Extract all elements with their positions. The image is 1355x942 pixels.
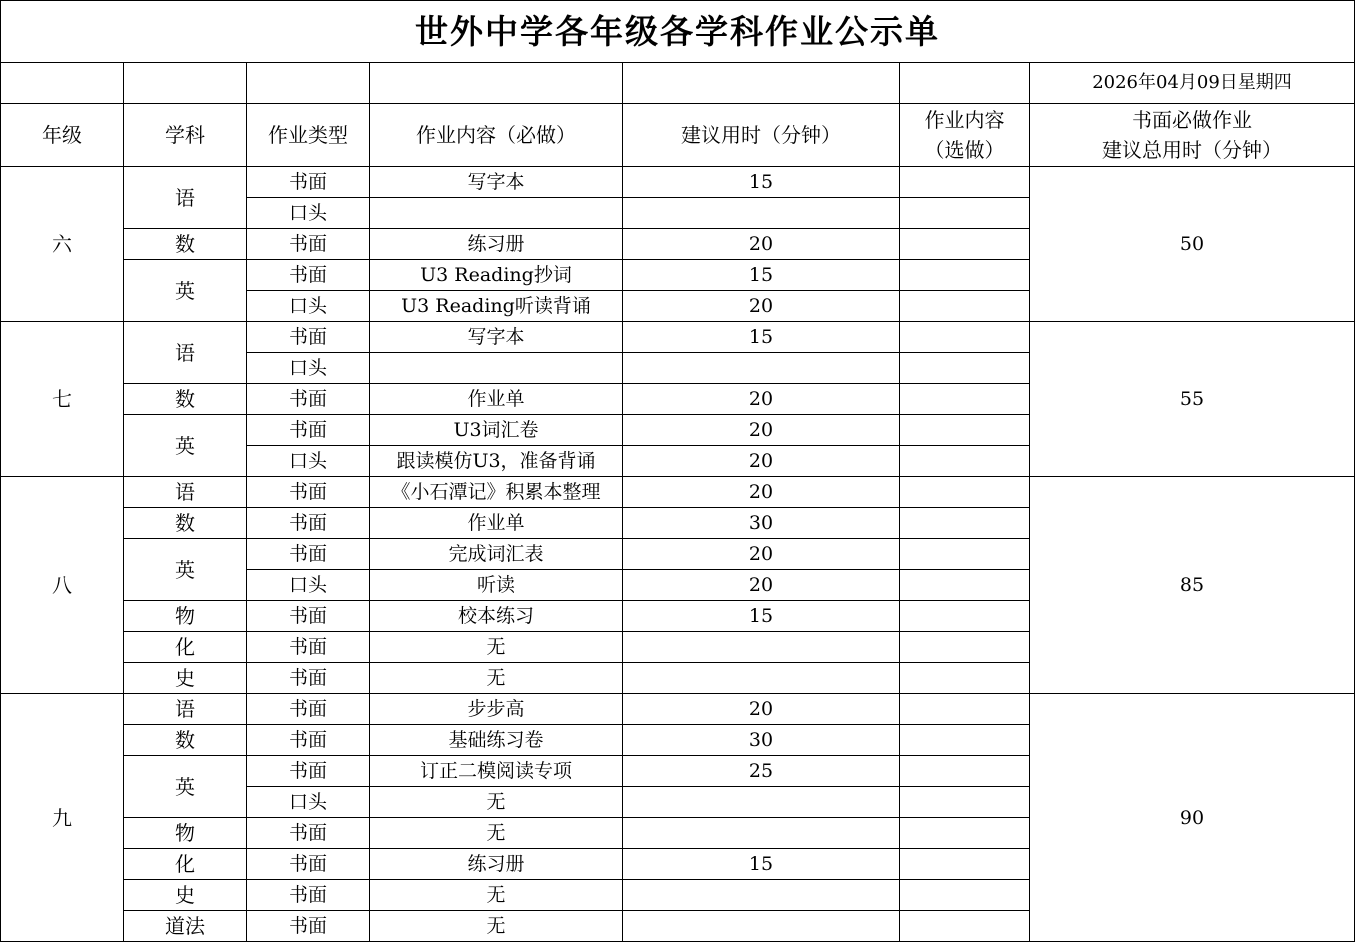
content-cell[interactable]: 练习册 xyxy=(370,229,623,260)
total-time-cell[interactable]: 90 xyxy=(1030,694,1355,942)
content-cell[interactable]: 写字本 xyxy=(370,322,623,353)
optional-cell[interactable] xyxy=(900,539,1030,570)
table-row xyxy=(1,694,1355,725)
type-cell[interactable]: 书面 xyxy=(247,880,370,911)
subject-cell[interactable]: 数 xyxy=(124,384,247,415)
subject-cell[interactable]: 英 xyxy=(124,415,247,477)
subject-cell[interactable]: 语 xyxy=(124,322,247,384)
header-grade: 年级 xyxy=(1,104,124,167)
time-cell[interactable] xyxy=(623,632,900,663)
optional-cell[interactable] xyxy=(900,632,1030,663)
grade-cell[interactable]: 七 xyxy=(1,322,124,477)
type-cell[interactable]: 口头 xyxy=(247,198,370,229)
time-cell[interactable]: 20 xyxy=(623,570,900,601)
type-cell[interactable]: 书面 xyxy=(247,415,370,446)
optional-cell[interactable] xyxy=(900,415,1030,446)
subject-cell[interactable]: 语 xyxy=(124,167,247,229)
content-cell[interactable]: U3 Reading听读背诵 xyxy=(370,291,623,322)
sheet-title: 世外中学各年级各学科作业公示单 xyxy=(1,1,1355,63)
time-cell[interactable] xyxy=(623,911,900,942)
optional-cell[interactable] xyxy=(900,601,1030,632)
content-cell[interactable]: 听读 xyxy=(370,570,623,601)
optional-cell[interactable] xyxy=(900,291,1030,322)
type-cell[interactable]: 书面 xyxy=(247,632,370,663)
optional-cell[interactable] xyxy=(900,818,1030,849)
content-cell[interactable]: 跟读模仿U3，准备背诵 xyxy=(370,446,623,477)
time-cell[interactable]: 15 xyxy=(623,601,900,632)
optional-cell[interactable] xyxy=(900,849,1030,880)
optional-cell[interactable] xyxy=(900,911,1030,942)
subject-cell[interactable]: 道法 xyxy=(124,911,247,942)
optional-cell[interactable] xyxy=(900,880,1030,911)
subject-cell[interactable]: 史 xyxy=(124,663,247,694)
header-optional-line1: 作业内容 xyxy=(924,108,1005,132)
blank-cell[interactable] xyxy=(1,63,124,104)
subject-cell[interactable]: 史 xyxy=(124,880,247,911)
optional-cell[interactable] xyxy=(900,570,1030,601)
type-cell[interactable]: 书面 xyxy=(247,725,370,756)
time-cell[interactable]: 15 xyxy=(623,260,900,291)
type-cell[interactable]: 书面 xyxy=(247,539,370,570)
subject-cell[interactable]: 语 xyxy=(124,477,247,508)
time-cell[interactable]: 15 xyxy=(623,167,900,198)
content-cell[interactable]: 《小石潭记》积累本整理 xyxy=(370,477,623,508)
time-cell[interactable]: 30 xyxy=(623,508,900,539)
optional-cell[interactable] xyxy=(900,694,1030,725)
type-cell[interactable]: 书面 xyxy=(247,167,370,198)
subject-cell[interactable]: 英 xyxy=(124,756,247,818)
subject-cell[interactable]: 英 xyxy=(124,539,247,601)
type-cell[interactable]: 书面 xyxy=(247,694,370,725)
total-time-cell[interactable]: 85 xyxy=(1030,477,1355,694)
blank-cell[interactable] xyxy=(623,63,900,104)
header-content: 作业内容（必做） xyxy=(370,104,623,167)
subject-cell[interactable]: 语 xyxy=(124,694,247,725)
header-subject: 学科 xyxy=(124,104,247,167)
time-cell[interactable]: 20 xyxy=(623,291,900,322)
grade-cell[interactable]: 九 xyxy=(1,694,124,942)
time-cell[interactable]: 20 xyxy=(623,694,900,725)
content-cell[interactable]: 练习册 xyxy=(370,849,623,880)
type-cell[interactable]: 书面 xyxy=(247,601,370,632)
time-cell[interactable]: 20 xyxy=(623,446,900,477)
header-optional-line2: （选做） xyxy=(924,138,1005,162)
content-cell[interactable]: U3 Reading抄词 xyxy=(370,260,623,291)
type-cell[interactable]: 书面 xyxy=(247,663,370,694)
type-cell[interactable]: 口头 xyxy=(247,291,370,322)
optional-cell[interactable] xyxy=(900,353,1030,384)
date-row xyxy=(1,63,1355,104)
header-total xyxy=(1030,104,1355,167)
time-cell[interactable]: 30 xyxy=(623,725,900,756)
optional-cell[interactable] xyxy=(900,508,1030,539)
optional-cell[interactable] xyxy=(900,725,1030,756)
content-cell[interactable]: 无 xyxy=(370,818,623,849)
blank-cell[interactable] xyxy=(900,63,1030,104)
header-total-line1: 书面必做作业 xyxy=(1132,108,1252,132)
content-cell[interactable]: 基础练习卷 xyxy=(370,725,623,756)
type-cell[interactable]: 口头 xyxy=(247,353,370,384)
type-cell[interactable]: 书面 xyxy=(247,229,370,260)
subject-cell[interactable]: 物 xyxy=(124,601,247,632)
content-cell[interactable]: 写字本 xyxy=(370,167,623,198)
subject-cell[interactable]: 数 xyxy=(124,229,247,260)
time-cell[interactable]: 15 xyxy=(623,322,900,353)
subject-cell[interactable]: 化 xyxy=(124,849,247,880)
grade-cell[interactable]: 六 xyxy=(1,167,124,322)
type-cell[interactable]: 口头 xyxy=(247,446,370,477)
optional-cell[interactable] xyxy=(900,384,1030,415)
optional-cell[interactable] xyxy=(900,229,1030,260)
type-cell[interactable]: 书面 xyxy=(247,849,370,880)
table-row xyxy=(1,477,1355,508)
content-cell[interactable] xyxy=(370,198,623,229)
type-cell[interactable]: 书面 xyxy=(247,477,370,508)
blank-cell[interactable] xyxy=(124,63,247,104)
optional-cell[interactable] xyxy=(900,787,1030,818)
content-cell[interactable]: 校本练习 xyxy=(370,601,623,632)
content-cell[interactable] xyxy=(370,353,623,384)
grade-cell[interactable]: 八 xyxy=(1,477,124,694)
table-row xyxy=(1,167,1355,198)
time-cell[interactable]: 15 xyxy=(623,849,900,880)
time-cell[interactable]: 25 xyxy=(623,756,900,787)
date-cell: 2026年04月09日星期四 xyxy=(1030,63,1355,104)
total-time-cell[interactable]: 55 xyxy=(1030,322,1355,477)
type-cell[interactable]: 口头 xyxy=(247,787,370,818)
time-cell[interactable]: 20 xyxy=(623,229,900,260)
time-cell[interactable]: 20 xyxy=(623,477,900,508)
optional-cell[interactable] xyxy=(900,260,1030,291)
header-total-line2: 建议总用时（分钟） xyxy=(1102,138,1282,162)
time-cell[interactable] xyxy=(623,787,900,818)
time-cell[interactable]: 20 xyxy=(623,415,900,446)
content-cell[interactable]: 无 xyxy=(370,787,623,818)
time-cell[interactable] xyxy=(623,818,900,849)
type-cell[interactable]: 书面 xyxy=(247,260,370,291)
type-cell[interactable]: 书面 xyxy=(247,508,370,539)
subject-cell[interactable]: 物 xyxy=(124,818,247,849)
blank-cell[interactable] xyxy=(370,63,623,104)
content-cell[interactable]: 无 xyxy=(370,663,623,694)
header-row xyxy=(1,104,1355,167)
total-time-cell[interactable]: 50 xyxy=(1030,167,1355,322)
time-cell[interactable] xyxy=(623,880,900,911)
content-cell[interactable]: 无 xyxy=(370,880,623,911)
optional-cell[interactable] xyxy=(900,167,1030,198)
type-cell[interactable]: 书面 xyxy=(247,384,370,415)
time-cell[interactable] xyxy=(623,663,900,694)
type-cell[interactable]: 书面 xyxy=(247,911,370,942)
optional-cell[interactable] xyxy=(900,663,1030,694)
table-row xyxy=(1,322,1355,353)
content-cell[interactable]: 完成词汇表 xyxy=(370,539,623,570)
type-cell[interactable]: 书面 xyxy=(247,756,370,787)
optional-cell[interactable] xyxy=(900,198,1030,229)
optional-cell[interactable] xyxy=(900,322,1030,353)
content-cell[interactable]: 订正二模阅读专项 xyxy=(370,756,623,787)
time-cell[interactable]: 20 xyxy=(623,384,900,415)
content-cell[interactable]: 无 xyxy=(370,911,623,942)
content-cell[interactable]: 作业单 xyxy=(370,508,623,539)
content-cell[interactable]: U3词汇卷 xyxy=(370,415,623,446)
content-cell[interactable]: 步步高 xyxy=(370,694,623,725)
content-cell[interactable]: 无 xyxy=(370,632,623,663)
type-cell[interactable]: 口头 xyxy=(247,570,370,601)
subject-cell[interactable]: 化 xyxy=(124,632,247,663)
header-type: 作业类型 xyxy=(247,104,370,167)
time-cell[interactable]: 20 xyxy=(623,539,900,570)
header-time: 建议用时（分钟） xyxy=(623,104,900,167)
optional-cell[interactable] xyxy=(900,756,1030,787)
header-optional xyxy=(900,104,1030,167)
subject-cell[interactable]: 数 xyxy=(124,508,247,539)
subject-cell[interactable]: 英 xyxy=(124,260,247,322)
time-cell[interactable] xyxy=(623,198,900,229)
time-cell[interactable] xyxy=(623,353,900,384)
subject-cell[interactable]: 数 xyxy=(124,725,247,756)
type-cell[interactable]: 书面 xyxy=(247,818,370,849)
blank-cell[interactable] xyxy=(247,63,370,104)
content-cell[interactable]: 作业单 xyxy=(370,384,623,415)
optional-cell[interactable] xyxy=(900,477,1030,508)
type-cell[interactable]: 书面 xyxy=(247,322,370,353)
optional-cell[interactable] xyxy=(900,446,1030,477)
